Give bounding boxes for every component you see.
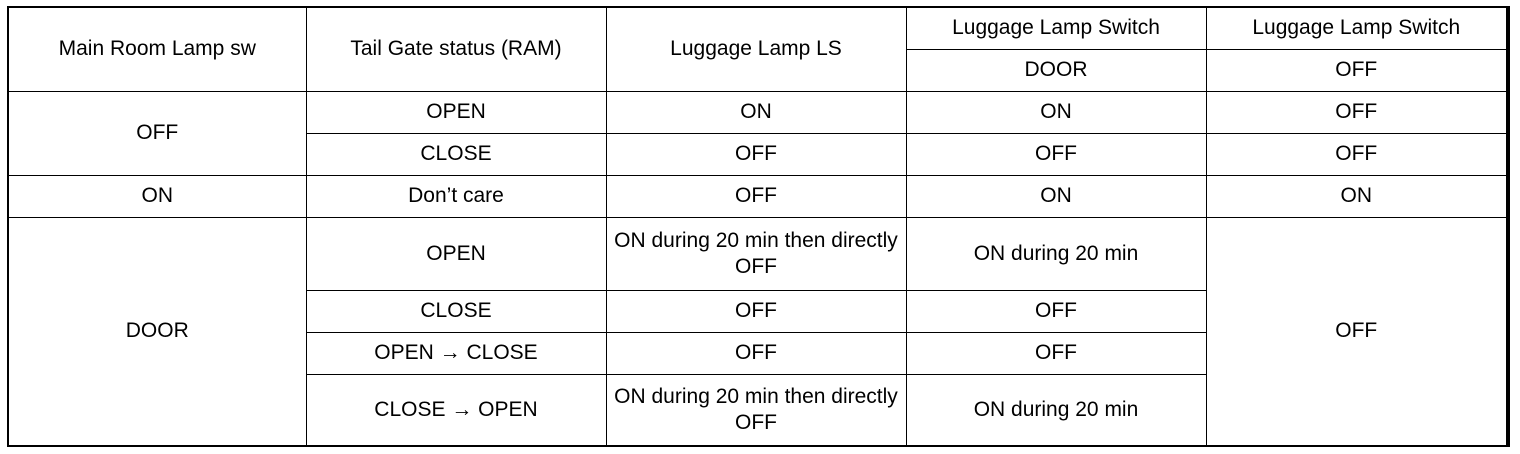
luggage-ls-cell: OFF (606, 290, 906, 332)
switch-door-cell: ON (906, 175, 1206, 217)
table-row (8, 217, 1508, 290)
tail-gate-cell: OPEN (306, 91, 606, 133)
header-luggage-lamp-switch-door: Luggage Lamp Switch (906, 7, 1206, 49)
main-sw-on-cell: ON (8, 175, 306, 217)
switch-door-cell: ON (906, 91, 1206, 133)
header-row-1 (8, 7, 1508, 49)
switch-door-cell: ON during 20 min (906, 217, 1206, 290)
lamp-logic-table (7, 6, 1510, 447)
tail-gate-cell: CLOSE → OPEN (306, 374, 606, 446)
tail-gate-cell: CLOSE (306, 290, 606, 332)
main-sw-off-cell: OFF (8, 91, 306, 175)
switch-door-cell: OFF (906, 332, 1206, 374)
table-row (8, 91, 1508, 133)
header-switch-door-sub: DOOR (906, 49, 1206, 91)
luggage-ls-cell: ON during 20 min then directly OFF (606, 217, 906, 290)
header-luggage-lamp-switch-off: Luggage Lamp Switch (1206, 7, 1508, 49)
header-tail-gate-status: Tail Gate status (RAM) (306, 7, 606, 91)
switch-off-door-group-cell: OFF (1206, 217, 1508, 446)
main-sw-door-cell: DOOR (8, 217, 306, 446)
switch-off-cell: OFF (1206, 91, 1508, 133)
luggage-ls-cell: ON during 20 min then directly OFF (606, 374, 906, 446)
table-frame (7, 6, 1507, 447)
switch-door-cell: OFF (906, 133, 1206, 175)
luggage-ls-cell: OFF (606, 332, 906, 374)
tail-gate-cell: Don’t care (306, 175, 606, 217)
header-luggage-lamp-ls: Luggage Lamp LS (606, 7, 906, 91)
luggage-ls-cell: OFF (606, 133, 906, 175)
tail-gate-cell: OPEN (306, 217, 606, 290)
luggage-ls-cell: OFF (606, 175, 906, 217)
tail-gate-cell: CLOSE (306, 133, 606, 175)
switch-door-cell: OFF (906, 290, 1206, 332)
switch-off-cell: OFF (1206, 133, 1508, 175)
switch-door-cell: ON during 20 min (906, 374, 1206, 446)
table-row (8, 175, 1508, 217)
header-main-room-lamp-sw: Main Room Lamp sw (8, 7, 306, 91)
header-switch-off-sub: OFF (1206, 49, 1508, 91)
luggage-ls-cell: ON (606, 91, 906, 133)
switch-off-cell: ON (1206, 175, 1508, 217)
tail-gate-cell: OPEN → CLOSE (306, 332, 606, 374)
